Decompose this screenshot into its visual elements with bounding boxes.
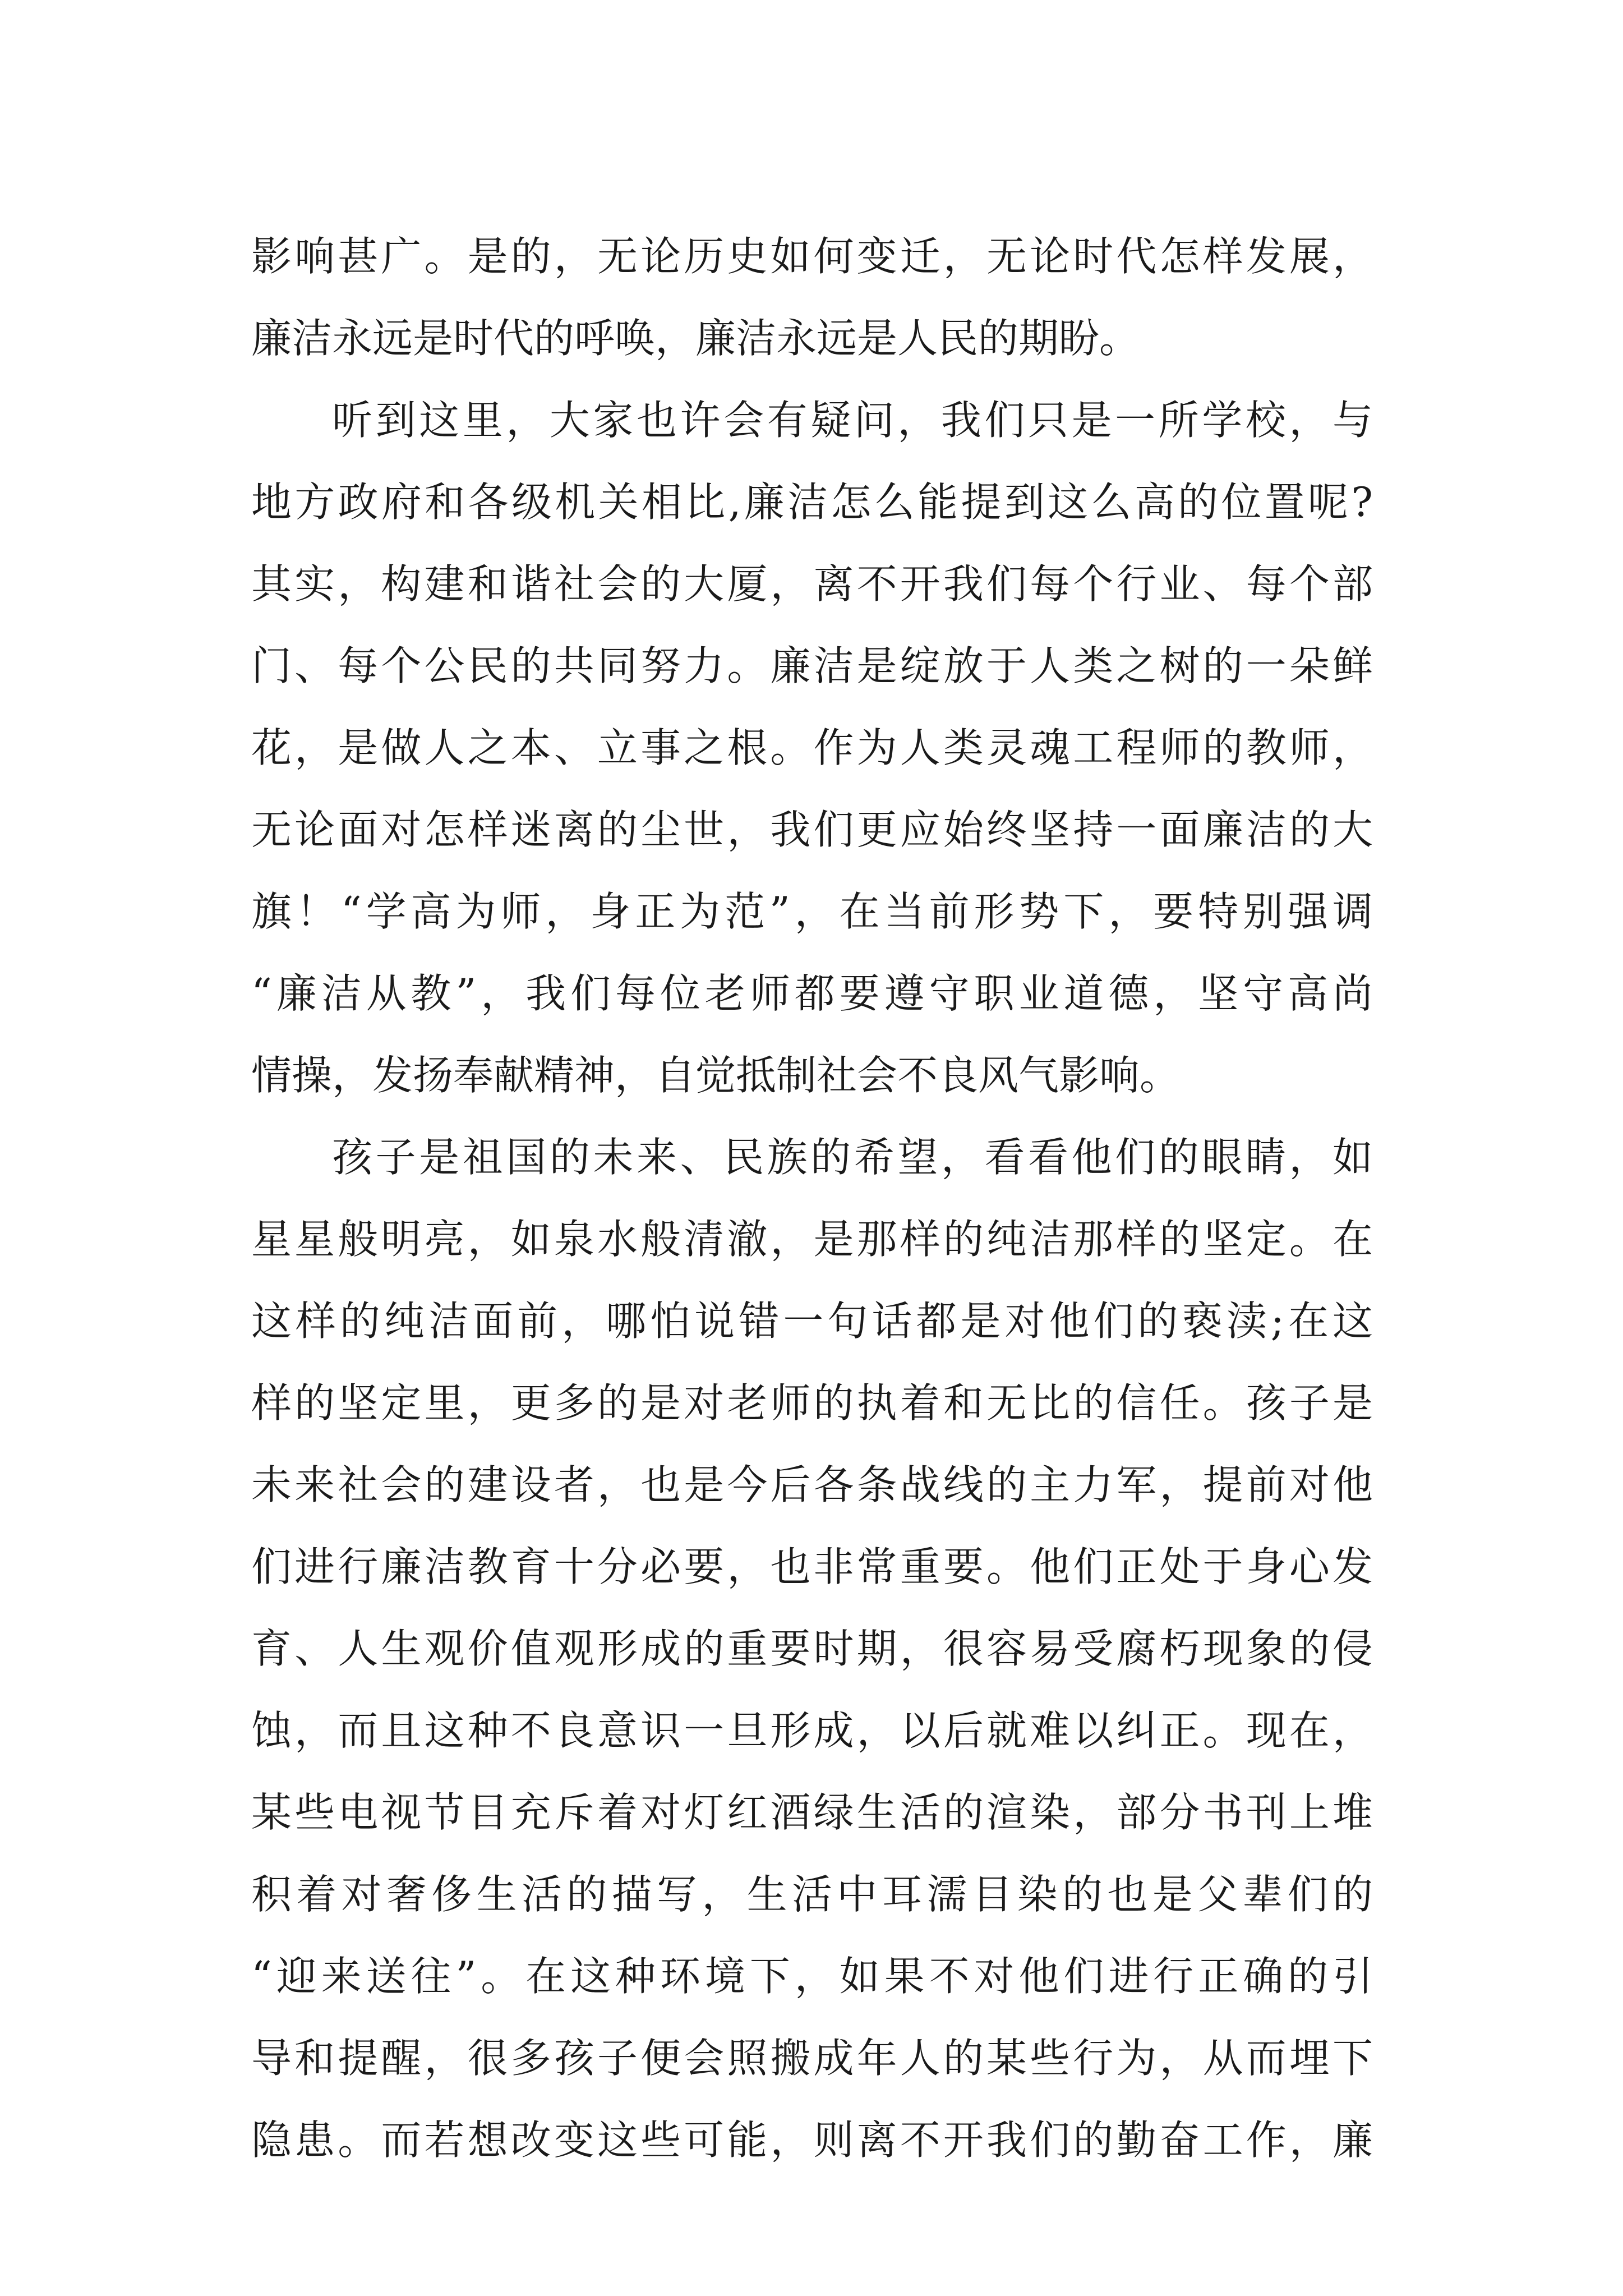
paragraph-1-line-1: 影响甚广。是的，无论历史如何变迁，无论时代怎样发展， [251,233,1373,280]
paragraph-3-line-8: 蚀，而且这种不良意识一旦形成，以后就难以纠正。现在， [251,1707,1373,1754]
paragraph-2-line-6: 无论面对怎样迷离的尘世，我们更应始终坚持一面廉洁的大 [251,806,1373,853]
paragraph-3-line-4: 样的坚定里，更多的是对老师的执着和无比的信任。孩子是 [251,1379,1373,1427]
paragraph-3-line-12: 导和提醒，很多孩子便会照搬成年人的某些行为，从而埋下 [251,2035,1373,2082]
paragraph-2-line-5: 花，是做人之本、立事之根。作为人类灵魂工程师的教师， [251,724,1373,771]
paragraph-2-line-1: 听到这里，大家也许会有疑问，我们只是一所学校，与 [332,397,1373,444]
paragraph-3-line-2: 星星般明亮，如泉水般清澈，是那样的纯洁那样的坚定。在 [251,1216,1373,1263]
paragraph-2-line-7: 旗！“学高为师，身正为范”，在当前形势下，要特别强调 [251,888,1373,935]
paragraph-2-line-4: 门、每个公民的共同努力。廉洁是绽放于人类之树的一朵鲜 [251,642,1373,689]
paragraph-3-line-13: 隐患。而若想改变这些可能，则离不开我们的勤奋工作，廉 [251,2116,1373,2164]
paragraph-2-line-3: 其实，构建和谐社会的大厦，离不开我们每个行业、每个部 [251,560,1373,608]
paragraph-3-line-7: 育、人生观价值观形成的重要时期，很容易受腐朽现象的侵 [251,1625,1373,1672]
paragraph-3-line-10: 积着对奢侈生活的描写，生活中耳濡目染的也是父辈们的 [251,1871,1373,1918]
paragraph-3-line-1: 孩子是祖国的未来、民族的希望，看看他们的眼睛，如 [332,1134,1373,1181]
paragraph-1-line-2: 廉洁永远是时代的呼唤，廉洁永远是人民的期盼。 [251,315,1140,362]
paragraph-3-line-3: 这样的纯洁面前，哪怕说错一句话都是对他们的亵渎;在这 [251,1297,1373,1345]
paragraph-3-line-9: 某些电视节目充斥着对灯红酒绿生活的渲染，部分书刊上堆 [251,1789,1373,1836]
paragraph-3-line-5: 未来社会的建设者，也是今后各条战线的主力军，提前对他 [251,1461,1373,1508]
paragraph-2-line-8: “廉洁从教”，我们每位老师都要遵守职业道德，坚守高尚 [251,970,1373,1017]
paragraph-3-line-6: 们进行廉洁教育十分必要，也非常重要。他们正处于身心发 [251,1543,1373,1590]
body-text [251,215,1373,2181]
paragraph-2-line-2: 地方政府和各级机关相比,廉洁怎么能提到这么高的位置呢? [251,478,1373,526]
paragraph-2-line-9: 情操，发扬奉献精神，自觉抵制社会不良风气影响。 [251,1052,1181,1099]
paragraph-3-line-11: “迎来送往”。在这种环境下，如果不对他们进行正确的引 [251,1953,1373,2000]
